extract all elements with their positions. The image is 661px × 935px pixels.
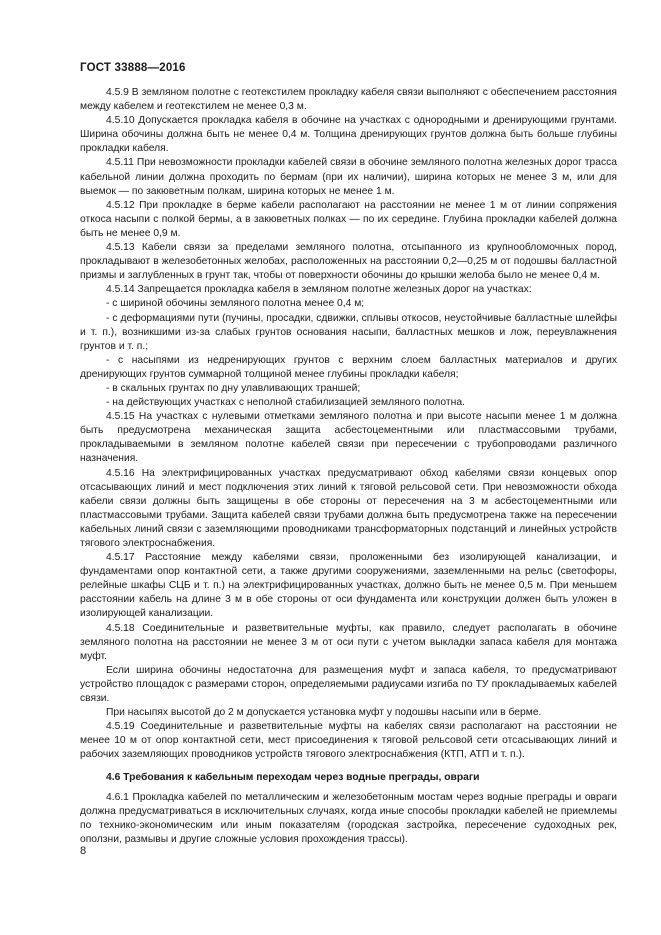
paragraph-4-5-13: 4.5.13 Кабели связи за пределами земляного полотна, отсыпанного из крупнообломочных пород, прокладывают в железобетонных желобах, расположенных на расстоянии 0,2—0,25 м от подошвы балластной призмы и заглубленных в грунт так, чтобы от поверхности обочины до крышки желоба было не менее 0,4 м. xyxy=(80,242,617,282)
list-item: - с шириной обочины земляного полотна менее 0,4 м; xyxy=(106,298,365,310)
list-item: - в скальных грунтах по дну улавливающих траншей; xyxy=(106,382,361,394)
document-header: ГОСТ 33888—2016 xyxy=(80,62,186,74)
list-item: - с деформациями пути (пучины, просадки, сдвижки, сплывы откосов, неустойчивые балластные шлейфы и т. п.), возникшими из-за слабых грунтов основания насыпи, балластных мешков и лож, переувлажнения грунтов и т. п.; xyxy=(80,312,617,352)
paragraph-4-5-14: 4.5.14 Запрещается прокладка кабеля в земляном полотне железных дорог на участках: xyxy=(106,284,532,296)
list-item: - на действующих участках с неполной стабилизацией земляного полотна. xyxy=(106,397,465,409)
paragraph-4-5-10: 4.5.10 Допускается прокладка кабеля в обочине на участках с однородными и дренирующими грунтами. Ширина обочины должна быть не менее 0,4 м. Толщина дренирующих грунтов должна быть больше глубины прокладки кабеля. xyxy=(80,115,617,155)
paragraph-4-5-18-continued: Если ширина обочины недостаточна для размещения муфт и запаса кабеля, то предусматривают устройство площадок с размерами сторон, определяемыми радиусами изгиба по ТУ прокладываемых кабелей связи. xyxy=(80,664,617,705)
paragraph-4-5-9: 4.5.9 В земляном полотне с геотекстилем прокладку кабеля связи выполняют с обеспечением расстояния между кабелем и геотекстилем не менее 0,3 м. xyxy=(80,87,617,113)
document-body xyxy=(80,86,617,847)
paragraph-4-5-11: 4.5.11 При невозможности прокладки кабелей связи в обочине земляного полотна железных дорог трасса кабельной линии должна проходить по бермам (при их наличии), ширина которых не менее 3 м, или для выемок — по закюветным полкам, ширина которых не менее 1 м. xyxy=(80,157,617,197)
page-number: 8 xyxy=(80,845,87,857)
paragraph-4-5-12: 4.5.12 При прокладке в берме кабели располагают на расстоянии не менее 1 м от линии сопряжения откоса насыпи с полкой бермы, а в закюветных полках — по их середине. Глубина прокладки кабелей должна быть не менее 0,9 м. xyxy=(80,199,617,239)
paragraph-4-5-19: 4.5.19 Соединительные и разветвительные муфты на кабелях связи располагают на расстоянии не менее 10 м от опор контактной сети, мест присоединения к тяговой рельсовой сети отсасывающих линий и рабочих заземляющих проводников устройств тягового электроснабжения (КТП, АТП и т. п.). xyxy=(80,721,617,761)
paragraph-4-5-16: 4.5.16 На электрифицированных участках предусматривают обход кабелями связи концевых опор отсасывающих линий и мест подключения этих линий к тяговой рельсовой сети. При невозможности обхода кабели связи должны быть защищены в обе стороны от пересечения на 3 м асбестоцементными или пластмассовыми трубами. Защита кабелей связи трубами должна быть предусмотрена также на пересечении кабельных линий связи с заземляющими проводниками трансформаторных подстанций и линейных устройств тягового электроснабжения. xyxy=(80,467,617,549)
paragraph-4-6-1: 4.6.1 Прокладка кабелей по металлическим и железобетонным мостам через водные преграды и овраги должна предусматриваться в исключительных случаях, когда иные способы прокладки кабелей не приемлемы по технико-экономическим или иным показателям (городская застройка, пересечение судоходных рек, оползни, размывы и другие сложные условия прохождения трассы). xyxy=(80,791,617,845)
paragraph-4-5-18-note: При насыпях высотой до 2 м допускается установка муфт у подошвы насыпи или в берме. xyxy=(106,707,542,719)
paragraph-4-5-17: 4.5.17 Расстояние между кабелями связи, проложенными без изолирующей канализации, и фундаментами опор контактной сети, а также другими сооружениями, заземленными на рельс (светофоры, релейные шкафы СЦБ и т. п.) на электрифицированных участках, должно быть не менее 0,5 м. При меньшем расстоянии кабель на длине 3 м в обе стороны от оси фундамента или конструкции должен быть уложен в изолирующей канализации. xyxy=(80,552,617,620)
paragraph-4-5-15: 4.5.15 На участках с нулевыми отметками земляного полотна и при высоте насыпи менее 1 м должна быть предусмотрена механическая защита асбестоцементными или пластмассовыми трубами, прокладываемыми в земляном полотне кабелей связи при пересечении с трубопроводами различного назначения. xyxy=(80,411,617,465)
section-heading-4-6: 4.6 Требования к кабельным переходам через водные преграды, овраги xyxy=(106,771,480,783)
paragraph-4-5-18: 4.5.18 Соединительные и разветвительные муфты, как правило, следует располагать в обочине земляного полотна на расстоянии не менее 3 м от оси пути с учетом выкладки запаса кабеля для монтажа муфт. xyxy=(80,622,617,662)
list-item: - с насыпями из недренирующих грунтов с верхним слоем балластных материалов и других дренирующих грунтов суммарной толщиной менее глубины прокладки кабеля; xyxy=(80,354,617,380)
